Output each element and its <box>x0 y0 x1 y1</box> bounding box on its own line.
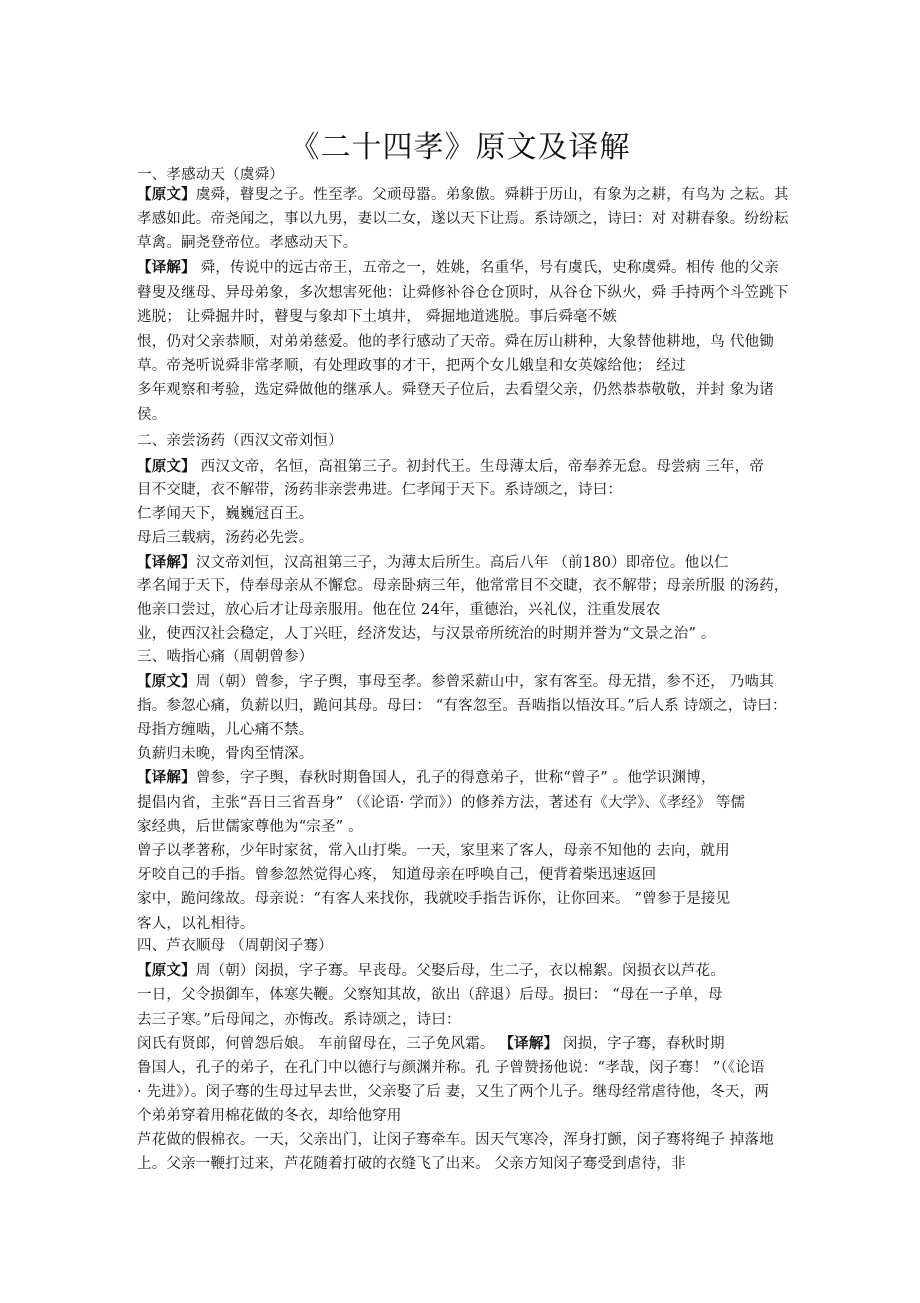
text-line: 【译解】 舜，传说中的远古帝王，五帝之一，姓姚，名重华，号有虞氏，史称虞舜。相传 他的父亲 <box>137 259 779 276</box>
text-line: 芦花做的假棉衣。一天，父亲出门，让闵子骞牵车。因天气寒冷，浑身打颤，闵子骞将绳子 掉落地 <box>137 1132 774 1148</box>
text-line: 一、孝感动天（虞舜） <box>137 167 284 183</box>
page-title: 《二十四孝》原文及译解 <box>289 130 631 165</box>
text-line: · 先进》）。闵子骞的生母过早去世，父亲娶了后 妻，又生了两个儿子。继母经常虐待他，冬天，两 <box>137 1084 770 1100</box>
label-marker: 【译解】 <box>137 259 196 276</box>
text-line: 【原文】 西汉文帝，名恒，高祖第三子。初封代王。生母薄太后，帝奉养无怠。母尝病 三年，帝 <box>137 458 765 475</box>
text-line: 家经典，后世儒家尊他为“宗圣” 。 <box>137 819 363 835</box>
label-marker: 【译解】 <box>137 554 196 571</box>
label-marker: 【原文】 <box>137 673 196 690</box>
text-line: 客人，以礼相待。 <box>137 916 255 932</box>
text-line: 曾子以孝著称，少年时家贫，常入山打柴。一天，家里来了客人，母亲不知他的 去向，就用 <box>137 843 730 859</box>
text-line: 指。参忽心痛，负薪以归，跪问其母。母曰： “有客忽至。吾啮指以悟汝耳。”后人系 诗颂之，诗曰： <box>137 698 787 714</box>
text-line: 孝名闻于天下，侍奉母亲从不懈怠。母亲卧病三年，他常常目不交睫，衣不解带；母亲所服 的汤药， <box>137 578 789 594</box>
text-line: 仁孝闻天下，巍巍冠百王。 <box>137 506 314 522</box>
text-line: 一日，父令损御车，体寒失鞭。父察知其故，欲出（辞退）后母。损曰： “母在一子单，母 <box>137 987 723 1003</box>
text-line: 草。帝尧听说舜非常孝顺，有处理政事的才干，把两个女儿娥皇和女英嫁给他； 经过 <box>137 358 686 374</box>
label-marker: 【原文】 <box>137 962 196 979</box>
text-line: 孝感如此。帝尧闻之，事以九男，妻以二女，遂以天下让焉。系诗颂之，诗曰：对 对耕春象。纷纷耘 <box>137 211 789 227</box>
text-line: 瞽叟及继母、异母弟象，多次想害死他：让舜修补谷仓仓顶时，从谷仓下纵火，舜 手持两个斗笠跳下 <box>137 285 789 301</box>
label-marker: 【译解】 <box>137 769 196 786</box>
text-line: 多年观察和考验，选定舜做他的继承人。舜登天子位后，去看望父亲，仍然恭恭敬敬，并封 象为诸 <box>137 382 774 398</box>
text-line: 逃脱； 让舜掘井时，瞽叟与象却下土填井， 舜掘地道逃脱。事后舜毫不嫉 <box>137 309 618 325</box>
text-line: 【原文】周（朝）闵损，字子骞。早丧母。父娶后母，生二子，衣以棉絮。闵损衣以芦花。 <box>137 962 726 979</box>
text-line: 四、芦衣顺母 （周朝闵子骞） <box>137 938 333 954</box>
text-line: 目不交睫，衣不解带，汤药非亲尝弗进。仁孝闻于天下。系诗颂之，诗曰： <box>137 482 623 498</box>
label-marker: 【译解】 <box>499 1035 559 1052</box>
label-marker: 【原文】 <box>137 186 196 203</box>
text-line: 牙咬自己的手指。曾参忽然觉得心疼， 知道母亲在呼唤自己，便背着柴迅速返回 <box>137 867 657 883</box>
text-line: 【原文】周（朝）曾参，字子舆，事母至孝。参曾采薪山中，家有客至。母无措，参不还， 乃啮其 <box>137 673 774 690</box>
text-line: 侯。 <box>137 407 167 423</box>
text-line: 母后三载病，汤药必先尝。 <box>137 530 314 546</box>
text-line: 他亲口尝过，放心后才让母亲服用。他在位 24年，重德治，兴礼仪，注重发展农 <box>137 602 661 618</box>
text-line: 上。父亲一鞭打过来，芦花随着打破的衣缝飞了出来。 父亲方知闵子骞受到虐待，非 <box>137 1156 686 1172</box>
text-line: 闵氏有贤郎，何曾怨后娘。 车前留母在，三子免风霜。 【译解】 闵损，字子骞，春秋时期 <box>137 1035 725 1052</box>
label-marker: 【原文】 <box>137 458 196 475</box>
text-line: 个弟弟穿着用棉花做的冬衣，却给他穿用 <box>137 1108 402 1124</box>
text-line: 草禽。嗣尧登帝位。孝感动天下。 <box>137 235 358 251</box>
text-line: 恨，仍对父亲恭顺，对弟弟慈爱。他的孝行感动了天帝。舜在厉山耕种，大象替他耕地，鸟 代他锄 <box>137 334 774 350</box>
text-line: 三、啮指心痛（周朝曾参） <box>137 649 314 665</box>
text-line: 【译解】曾参，字子舆，春秋时期鲁国人，孔子的得意弟子，世称“曾子” 。他学识渊博， <box>137 769 716 786</box>
text-line: 提倡内省，主张“吾日三省吾身” （《论语· 学而》）的修养方法，著述有《大学》、《孝经》 等儒 <box>137 795 746 811</box>
text-line: 去三子寒。”后母闻之，亦悔改。系诗颂之，诗曰： <box>137 1012 461 1028</box>
text-line: 二、亲尝汤药（西汉文帝刘恒） <box>137 433 343 449</box>
text-line: 业，使西汉社会稳定，人丁兴旺，经济发达，与汉景帝所统治的时期并誉为“文景之治” 。 <box>137 626 716 642</box>
text-line: 家中，跪问缘故。母亲说：“有客人来找你，我就咬手指告诉你，让你回来。 ”曾参于是接见 <box>137 891 731 907</box>
text-line: 【原文】虞舜，瞽叟之子。性至孝。父顽母嚣。弟象傲。舜耕于历山，有象为之耕，有鸟为 之耘。其 <box>137 186 789 203</box>
text-line: 负薪归未晚，骨肉至情深。 <box>137 746 314 762</box>
text-line: 母指方缠啮，儿心痛不禁。 <box>137 722 314 738</box>
text-line: 【译解】汉文帝刘恒，汉高祖第三子，为薄太后所生。高后八年 （前180）即帝位。他以仁 <box>137 554 729 571</box>
text-line: 鲁国人，孔子的弟子，在孔门中以德行与颜渊并称。孔 子曾赞扬他说：“孝哉，闵子骞！ ”（《论语 <box>137 1060 765 1076</box>
